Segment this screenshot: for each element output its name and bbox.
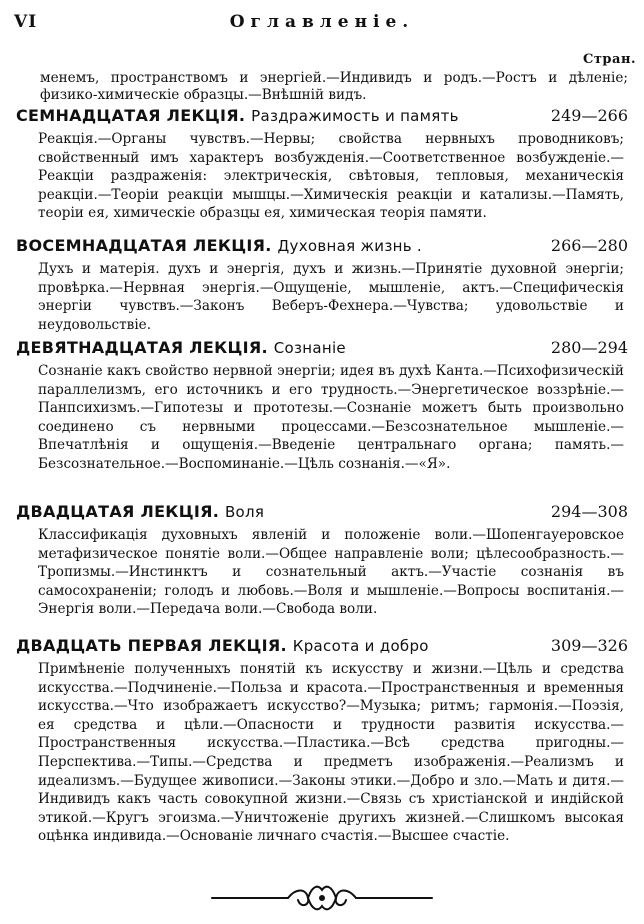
continuation-text: менемъ, пространствомъ и энергіей.—Индивидъ и родъ.—Ростъ и дѣленіе; физико-химическіе образцы.—Внѣшній видъ.	[40, 70, 628, 103]
lecture-contents: Сознаніе какъ свойство нервной энергіи; идея въ духѣ Канта.—Психофизическій параллелизмъ, его источникъ и его трудность.—Энергетическое воззрѣніе.—Панпсихизмъ.—Гипотезы и прототезы.—Сознаніе можетъ быть произвольно соединено съ нервными процессами.—Безсознательное мышленіе.—Впечатлѣнія и ощущенія.—Введеніе центральнаго органа; память.—Безсознательное.—Воспоминаніе.—Цѣль сознанія.—«Я».	[38, 363, 624, 472]
ornament-icon	[0, 878, 644, 918]
toc-entry-head	[16, 236, 628, 260]
lecture-topic: Воля	[224, 503, 265, 521]
lecture-contents: Примѣненіе полученныхъ понятій къ искусству и жизни.—Цѣль и средства искусства.—Подчиненіе.—Польза и красота.—Пространственныя и временныя искусства.—Что изображаетъ искусство?—Музыка; ритмъ; гармонія.—Поэзія, ея средства и цѣли.—Опасности и трудности развитія искусства.—Пространственныя искусства.—Пластика.—Всѣ средства пригодны.—Перспектива.—Типы.—Средства и предметъ изображенія.—Реализмъ и идеализмъ.—Будущее живописи.—Законы этики.—Добро и зло.—Мать и дитя.—Индивидъ какъ часть совокупной жизни.—Связь съ христіанской и индійской этикой.—Кругъ эгоизма.—Уничтоженіе другихъ жизней.—Слишкомъ высокая оцѣнка индивида.—Основаніе личнаго счастія.—Высшее счастіе.	[38, 661, 624, 845]
page-number: VI	[14, 12, 38, 32]
running-title: Оглавленіе.	[229, 12, 415, 32]
lecture-heading	[16, 502, 264, 521]
lecture-topic: Сознаніе	[273, 339, 346, 357]
running-header	[12, 6, 632, 36]
lecture-heading	[16, 338, 346, 357]
toc-entry-17	[16, 106, 628, 223]
lecture-contents: Реакція.—Органы чувствъ.—Нервы; свойства нервныхъ проводниковъ; свойственный имъ характеръ возбужденія.—Соответственное возбужденіе.—Реакціи раздраженія: электрическія, свѣтовыя, тепловыя, механическія реакціи.—Теоріи реакціи мышцы.—Химическія реакціи и катализы.—Память, теоріи ея, химическіе образцы ея, химическая теорія памяти.	[38, 131, 624, 222]
toc-entry-18	[16, 236, 628, 334]
toc-entry-head	[16, 106, 628, 130]
lecture-contents: Духъ и матерія. духъ и энергія, духъ и жизнь.—Принятіе духовной энергіи; провѣрка.—Нервная энергія.—Ощущеніе, мышленіе, актъ.—Специфическія энергіи чувствъ.—Законъ Веберъ-Фехнера.—Чувства; удовольствіе и неудовольствіе.	[38, 261, 624, 333]
lecture-title: ДЕВЯТНАДЦАТАЯ ЛЕКЦІЯ.	[16, 338, 268, 357]
pages-column-heading: Стран.	[583, 52, 636, 67]
toc-entry-21	[16, 636, 628, 846]
toc-entry-20	[16, 502, 628, 619]
lecture-contents: Классификація духовныхъ явленій и положеніе воли.—Шопенгауеровское метафизическое понятіе воли.—Общее направленіе воли; цѣлесообразность.—Тропизмы.—Инстинктъ и сознательный актъ.—Участіе сознанія въ самосохраненіи; голодъ и любовь.—Воля и мышленіе.—Вопросы воспитанія.—Энергія воли.—Передача воли.—Свобода воли.	[38, 527, 624, 618]
page-range: 309—326	[550, 636, 628, 655]
page-range: 249—266	[550, 106, 628, 125]
lecture-title: ДВАДЦАТАЯ ЛЕКЦІЯ.	[16, 502, 220, 521]
lecture-title: СЕМНАДЦАТАЯ ЛЕКЦІЯ.	[16, 106, 246, 125]
lecture-heading	[16, 636, 429, 655]
toc-entry-head	[16, 636, 628, 660]
toc-entry-head	[16, 502, 628, 526]
lecture-topic: Раздражимость и память	[251, 107, 459, 125]
lecture-title: ДВАДЦАТЬ ПЕРВАЯ ЛЕКЦІЯ.	[16, 636, 287, 655]
lecture-topic: Красота и добро	[292, 637, 429, 655]
page-range: 266—280	[550, 236, 628, 255]
lecture-topic: Духовная жизнь .	[277, 237, 423, 255]
page-range: 280—294	[550, 338, 628, 357]
lecture-heading	[16, 236, 422, 255]
lecture-title: ВОСЕМНАДЦАТАЯ ЛЕКЦІЯ.	[16, 236, 272, 255]
lecture-heading	[16, 106, 459, 125]
page-range: 294—308	[550, 502, 628, 521]
toc-entry-head	[16, 338, 628, 362]
toc-entry-19	[16, 338, 628, 474]
